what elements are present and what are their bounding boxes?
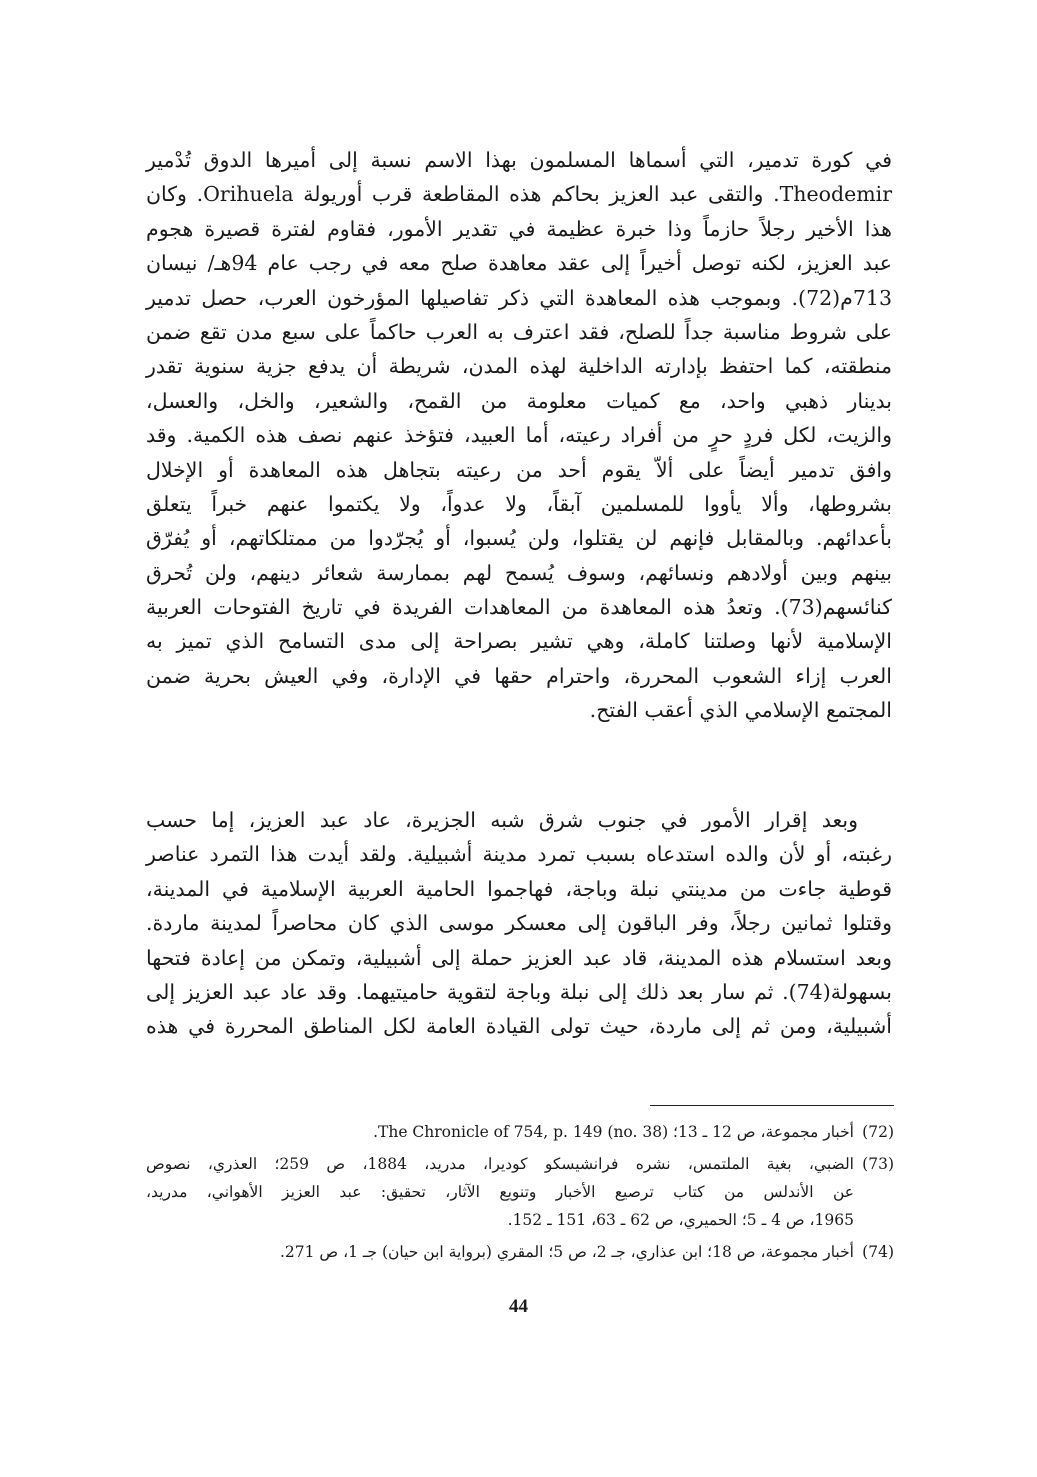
page-number: 44	[509, 1296, 528, 1317]
text-line: منطقته، كما احتفظ بإدارته الداخلية لهذه المدن، شريطة أن يدفع جزية سنوية تقدر	[146, 354, 892, 379]
body-paragraph-2	[146, 803, 892, 1044]
footnote-72	[146, 1118, 894, 1146]
text-line: أشبيلية، ومن ثم إلى ماردة، حيث تولى القيادة العامة لكل المناطق المحررة في هذه	[146, 1014, 892, 1039]
text-line: 713م(72). وبموجب هذه المعاهدة التي ذكر تفاصيلها المؤرخون العرب، حصل تدمير	[146, 285, 892, 310]
text-line: بدينار ذهبي واحد، مع كميات معلومة من القمح، والشعير، والخل، والعسل،	[146, 388, 892, 413]
text-line: بسهولة(74). ثم سار بعد ذلك إلى نبلة وباجة لتقوية حاميتيهما. وقد عاد عبد العزيز إلى	[146, 979, 892, 1004]
footnote-line: 1965، ص 4 ـ 5؛ الحميري، ص 62 ـ 63، 151 ـ 152.	[507, 1211, 854, 1229]
text-line: بشروطها، وألا يأووا للمسلمين آبقاً، ولا عدواً، ولا يكتموا عنهم خبراً يتعلق	[146, 491, 892, 516]
footnote-74	[146, 1238, 894, 1266]
footnotes	[146, 1118, 894, 1270]
footnote-number: (73)	[862, 1155, 894, 1173]
text-line: Theodemir. والتقى عبد العزيز بحاكم هذه المقاطعة قرب أوريولة Orihuela. وكان	[146, 182, 892, 207]
text-line: وقتلوا ثمانين رجلاً، وفر الباقون إلى معسكر موسى الذي كان محاصراً لمدينة ماردة.	[146, 911, 892, 936]
text-line: كنائسهم(73). وتعدُ هذه المعاهدة من المعاهدات الفريدة في تاريخ الفتوحات العربية	[146, 595, 892, 620]
footnote-73	[146, 1150, 894, 1234]
text-line: العرب إزاء الشعوب المحررة، واحترام حقها في الإدارة، وفي العيش بحرية ضمن	[146, 663, 892, 688]
text-line: هذا الأخير رجلاً حازماً وذا خبرة عظيمة في تقدير الأمور، فقاوم لفترة قصيرة هجوم	[146, 216, 892, 241]
text-line: والزيت، لكل فردٍ حرٍ من أفراد رعيته، أما العبيد، فتؤخذ عنهم نصف هذه الكمية. وقد	[146, 423, 892, 448]
footnote-number: (74)	[862, 1243, 894, 1261]
text-line: قوطية جاءت من مدينتي نبلة وباجة، فهاجموا الحامية العربية الإسلامية في المدينة،	[146, 876, 892, 901]
footnote-line: أخبار مجموعة، ص 18؛ ابن عذاري، جـ 2، ص 5؛ المقري (برواية ابن حيان) جـ 1، ص 271.	[279, 1243, 854, 1261]
text-line: وافق تدمير أيضاً على ألاّ يقوم أحد من رعيته بتجاهل هذه المعاهدة أو الإخلال	[146, 457, 892, 482]
footnote-line: أخبار مجموعة، ص 12 ـ 13؛ The Chronicle of 754, p. 149 (no. 38).	[373, 1123, 854, 1141]
footnote-line: الضبي، بغية الملتمس، نشره فرانشيسكو كوديرا، مدريد، 1884، ص 259؛ العذري، نصوص	[146, 1155, 854, 1173]
text-line: وبعد إقرار الأمور في جنوب شرق شبه الجزيرة، عاد عبد العزيز، إما حسب	[146, 808, 858, 832]
text-line: على شروط مناسبة جداً للصلح، فقد اعترف به العرب حاكماً على سبع مدن تقع ضمن	[146, 319, 892, 344]
text-line: رغبته، أو لأن والده استدعاه بسبب تمرد مدينة أشبيلية. ولقد أيدت هذا التمرد عناصر	[146, 842, 892, 867]
text-line: المجتمع الإسلامي الذي أعقب الفتح.	[589, 698, 892, 723]
footnote-separator	[650, 1105, 894, 1106]
text-line: الإسلامية لأنها وصلتنا كاملة، وهي تشير بصراحة إلى مدى التسامح الذي تميز به	[146, 629, 892, 654]
footnote-line: عن الأندلس من كتاب ترصيع الأخبار وتنويع الآثار، تحقيق: عبد العزيز الأهواني، مدريد،	[146, 1183, 854, 1201]
text-line: في كورة تدمير، التي أسماها المسلمون بهذا الاسم نسبة إلى أميرها الدوق تُدْمير	[146, 148, 892, 172]
text-line: وبعد استسلام هذه المدينة، قاد عبد العزيز حملة إلى أشبيلية، وتمكن من إعادة فتحها	[146, 945, 892, 970]
footnote-number: (72)	[862, 1123, 894, 1141]
text-line: بأعدائهم. وبالمقابل فإنهم لن يقتلوا، ولن يُسبوا، أو يُجرّدوا من ممتلكاتهم، أو يُفرّق	[146, 526, 892, 551]
body-paragraph-1	[146, 143, 892, 728]
text-line: بينهم وبين أولادهم ونسائهم، وسوف يُسمح لهم بممارسة شعائر دينهم، ولن تُحرق	[146, 560, 892, 585]
text-line: عبد العزيز، لكنه توصل أخيراً إلى عقد معاهدة صلح معه في رجب عام 94هـ/ نيسان	[146, 251, 892, 276]
